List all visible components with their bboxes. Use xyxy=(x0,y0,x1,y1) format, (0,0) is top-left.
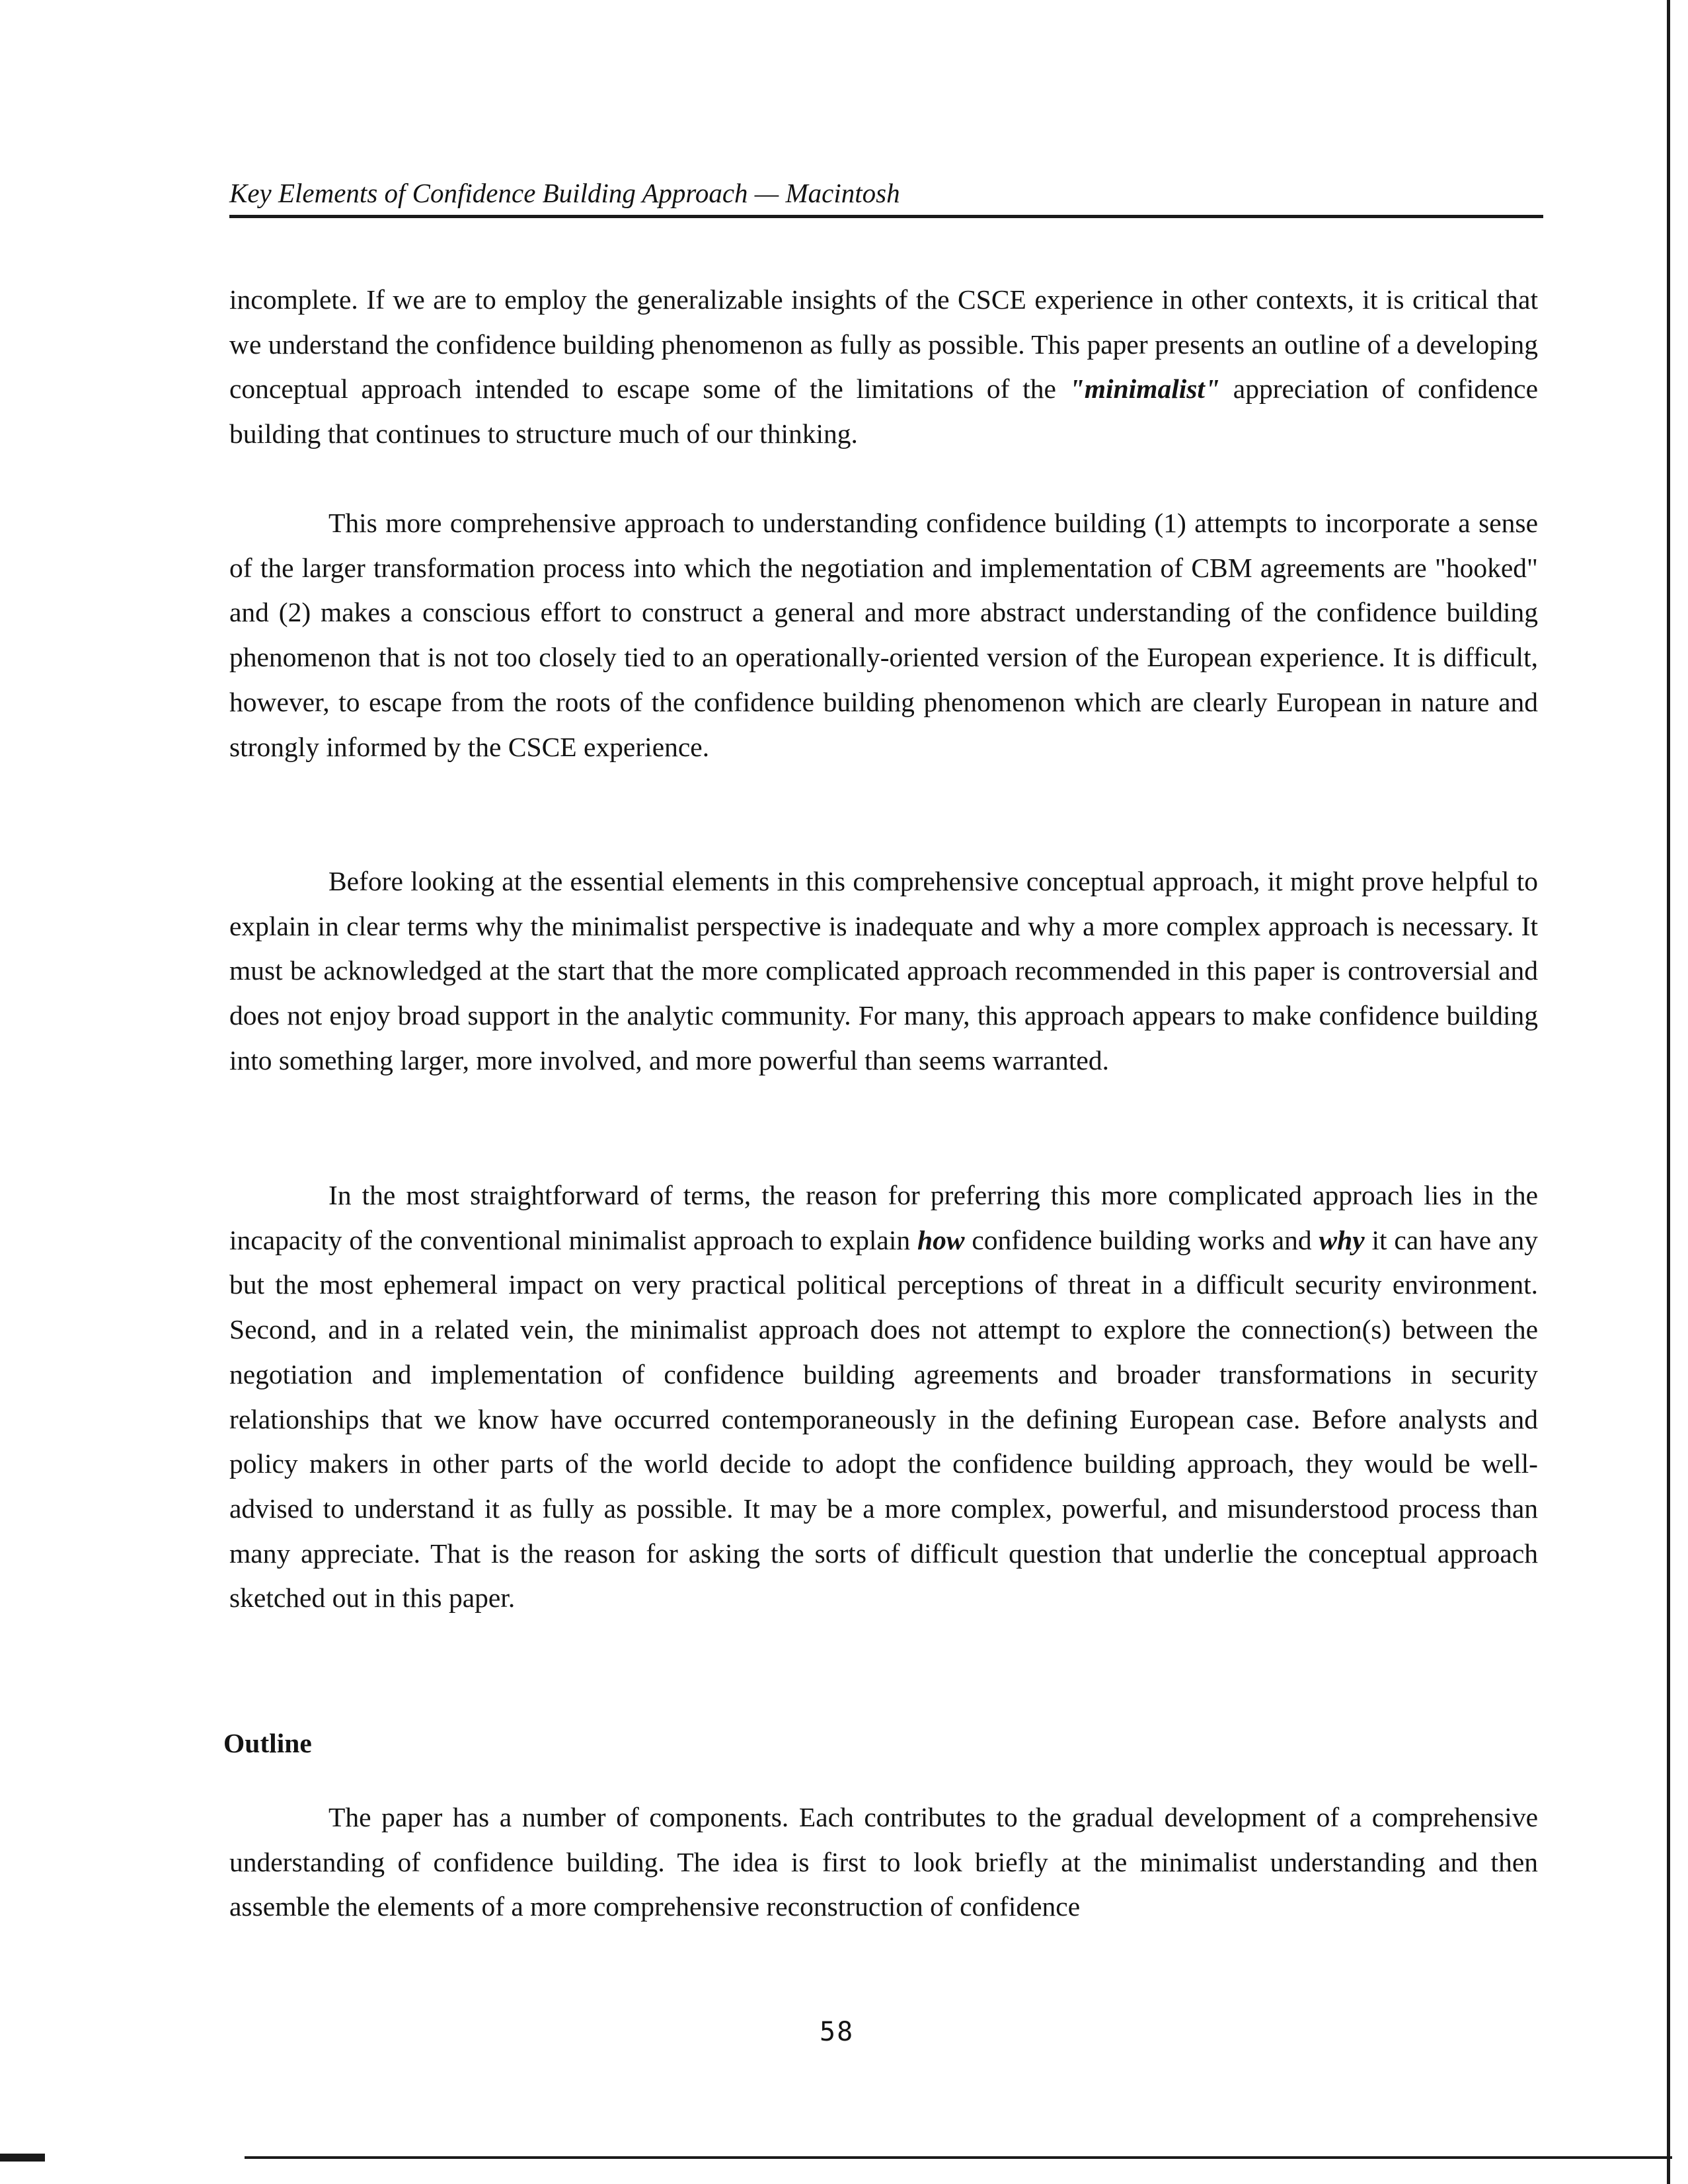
running-header: Key Elements of Confidence Building Approach — Macintosh xyxy=(229,178,900,208)
paragraph-4-text-2: confidence building works and xyxy=(964,1224,1319,1255)
paragraph-2: This more comprehensive approach to understanding confidence building (1) attempts to incorporate a sense of the larger transformation process into which the negotiation and implementation of CBM agreements are "hooked" and (2) makes a conscious effort to construct a general and more abstract understanding of the confidence building phenomenon that is not too closely tied to an operationally-oriented version of the European experience. It is difficult, however, to escape from the roots of the confidence building phenomenon which are clearly European in nature and strongly informed by the CSCE experience. xyxy=(229,508,1538,762)
paragraph-4 xyxy=(229,1173,1538,1621)
paragraph-1-text-end: appreciation of confidence building that continues to structure much of our thinking. xyxy=(229,373,1538,449)
section-heading-outline: Outline xyxy=(223,1728,312,1758)
page-number: 58 xyxy=(820,2017,855,2047)
why-emphasis: why xyxy=(1319,1224,1365,1255)
paragraph-1 xyxy=(229,278,1538,457)
paragraph-outline: The paper has a number of components. Each contributes to the gradual development of a comprehensive understanding of confidence building. The idea is first to look briefly at the minimalist understanding and then assemble the elements of a more comprehensive reconstruction of confidence xyxy=(229,1802,1538,1922)
header-rule xyxy=(229,215,1543,218)
scan-mark xyxy=(0,2154,45,2162)
page-edge-right xyxy=(1667,0,1670,2184)
minimalist-emphasis: "minimalist" xyxy=(1069,373,1220,405)
page-edge-bottom xyxy=(245,2156,1672,2159)
paragraph-1-text-start: incomplete. If we are to employ the generalizable insights of the CSCE experience in other contexts, it is critical that we understand the confidence building phenomenon as fully as possible. This paper presents an outline of a developing conceptual approach intended to escape some of the limitations of the xyxy=(229,284,1538,405)
paragraph-4-text-3: it can have any but the most ephemeral impact on very practical political perceptions of threat in a difficult security environment. Second, and in a related vein, the minimalist approach does not attempt to explore the connection(s) between the negotiation and implementation of confidence building agreements and broader transformations in security relationships that we know have occurred contemporaneously in the defining European case. Before analysts and policy makers in other parts of the world decide to adopt the confidence building approach, they would be well-advised to understand it as fully as possible. It may be a more complex, powerful, and misunderstood process than many appreciate. That is the reason for asking the sorts of difficult question that underlie the conceptual approach sketched out in this paper. xyxy=(229,1224,1538,1614)
how-emphasis: how xyxy=(917,1224,965,1255)
paragraph-4-text-1: In the most straightforward of terms, the reason for preferring this more complicated approach lies in the incapacity of the conventional minimalist approach to explain xyxy=(229,1180,1538,1255)
paragraph-3: Before looking at the essential elements in this comprehensive conceptual approach, it might prove helpful to explain in clear terms why the minimalist perspective is inadequate and why a more complex approach is necessary. It must be acknowledged at the start that the more complicated approach recommended in this paper is controversial and does not enjoy broad support in the analytic community. For many, this approach appears to make confidence building into something larger, more involved, and more powerful than seems warranted. xyxy=(229,866,1538,1075)
